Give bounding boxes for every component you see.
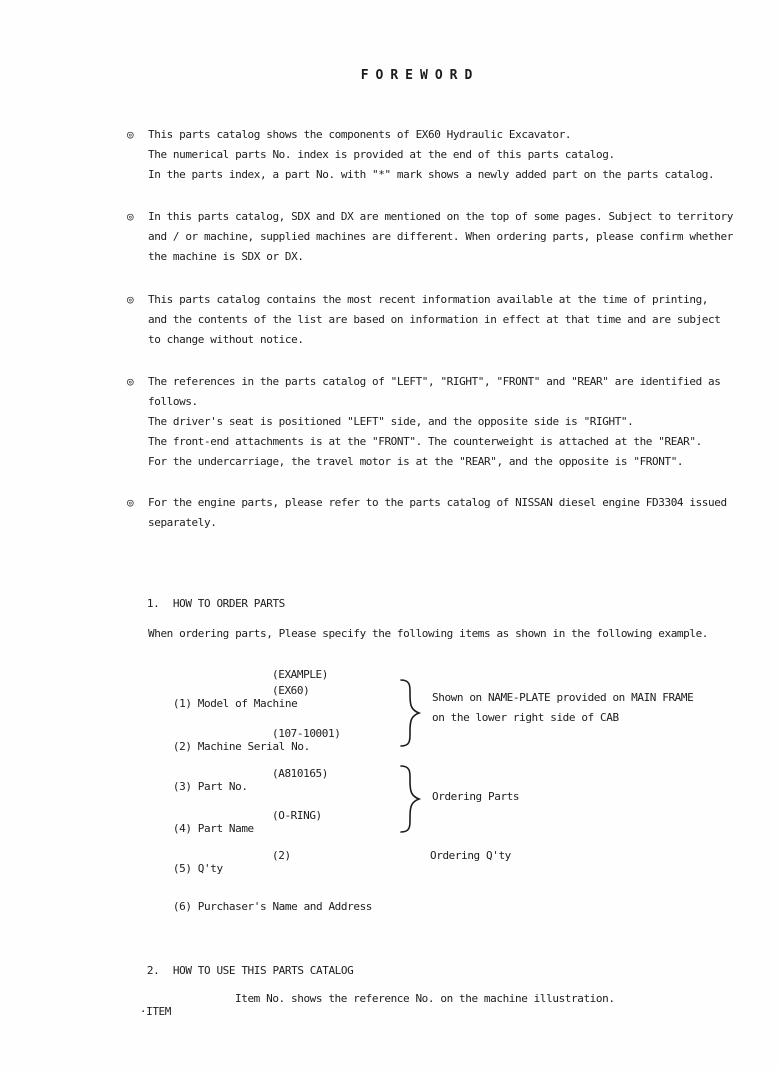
bullseye-bullet-icon: ◎ (127, 210, 134, 223)
section-number: 2. (146, 964, 160, 977)
bullseye-bullet-icon: ◎ (127, 375, 134, 388)
bullet-line: This parts catalog shows the components of EX60 Hydraulic Excavator. (148, 128, 572, 141)
item-label: (6) Purchaser's Name and Address (172, 900, 373, 913)
bullet-line: the machine is SDX or DX. (148, 250, 304, 263)
bullet-line: and the contents of the list are based on information in effect at that time and are subject (148, 313, 721, 326)
bullet-line: For the undercarriage, the travel motor is at the "REAR", and the opposite is "FRONT". (148, 455, 684, 468)
item-value: (A810165) (272, 767, 329, 780)
name-plate-note (432, 688, 693, 728)
right-brace-icon (398, 678, 422, 748)
foreword-bullet (127, 372, 720, 472)
section-1-heading (122, 584, 285, 623)
ordering-parts-note (432, 787, 519, 807)
example-item-row (148, 887, 768, 926)
bullet-line: The references in the parts catalog of "LEFT", "RIGHT", "FRONT" and "REAR" are identified as (148, 375, 721, 388)
item-value: (EX60) (272, 684, 310, 697)
section-title: HOW TO ORDER PARTS (172, 597, 285, 610)
ordering-qty-note: Ordering Q'ty (430, 849, 511, 862)
note-line: Shown on NAME-PLATE provided on MAIN FRAME (432, 691, 694, 704)
bullet-text (148, 125, 714, 185)
term-label: ·ITEM (139, 1005, 172, 1018)
foreword-bullet (127, 207, 733, 267)
bullet-line: The numerical parts No. index is provided at the end of this parts catalog. (148, 148, 615, 161)
bullet-line: and / or machine, supplied machines are different. When ordering parts, please confirm whether (148, 230, 733, 243)
item-label: (2) Machine Serial No. (172, 740, 310, 753)
bullet-line: follows. (148, 395, 198, 408)
bullet-line: In this parts catalog, SDX and DX are mentioned on the top of some pages. Subject to territory (148, 210, 733, 223)
bullseye-bullet-icon: ◎ (127, 496, 134, 509)
bullet-line: to change without notice. (148, 333, 304, 346)
foreword-bullet (127, 125, 714, 185)
bullet-text (148, 493, 727, 533)
note-line: on the lower right side of CAB (432, 711, 619, 724)
item-value: (107-10001) (272, 727, 341, 740)
right-brace-icon (398, 764, 422, 834)
catalog-term-row (115, 992, 615, 1044)
bullet-line: separately. (148, 516, 217, 529)
foreword-bullet (127, 290, 720, 350)
bullseye-bullet-icon: ◎ (127, 293, 134, 306)
bullseye-bullet-icon: ◎ (127, 128, 134, 141)
example-label: (EXAMPLE) (272, 668, 329, 681)
bullet-line: The front-end attachments is at the "FRONT". The counterweight is attached at the "REAR". (148, 435, 702, 448)
section-1-intro: When ordering parts, Please specify the following items as shown in the following example. (148, 627, 709, 640)
section-title: HOW TO USE THIS PARTS CATALOG (172, 964, 354, 977)
bullet-line: This parts catalog contains the most recent information available at the time of printing, (148, 293, 709, 306)
section-2-heading (122, 951, 353, 990)
section-number: 1. (146, 597, 160, 610)
bullet-text (148, 372, 720, 472)
item-label: (1) Model of Machine (172, 697, 298, 710)
item-label: (3) Part No. (172, 780, 248, 793)
foreword-bullet (127, 493, 727, 533)
bullet-line: For the engine parts, please refer to the parts catalog of NISSAN diesel engine FD3304 issued (148, 496, 727, 509)
bullet-line: The driver's seat is positioned "LEFT" side, and the opposite side is "RIGHT". (148, 415, 634, 428)
bullet-text (148, 207, 733, 267)
page-title: FOREWORD (360, 68, 480, 83)
item-label: (4) Part Name (172, 822, 254, 835)
term-description: Item No. shows the reference No. on the machine illustration. (235, 992, 615, 1005)
item-value: (2) (272, 849, 291, 862)
bullet-text (148, 290, 720, 350)
item-label: (5) Q'ty (172, 862, 223, 875)
note-line: Ordering Parts (432, 790, 520, 803)
bullet-line: In the parts index, a part No. with "*" mark shows a newly added part on the parts catalog. (148, 168, 715, 181)
item-value: (O-RING) (272, 809, 322, 822)
